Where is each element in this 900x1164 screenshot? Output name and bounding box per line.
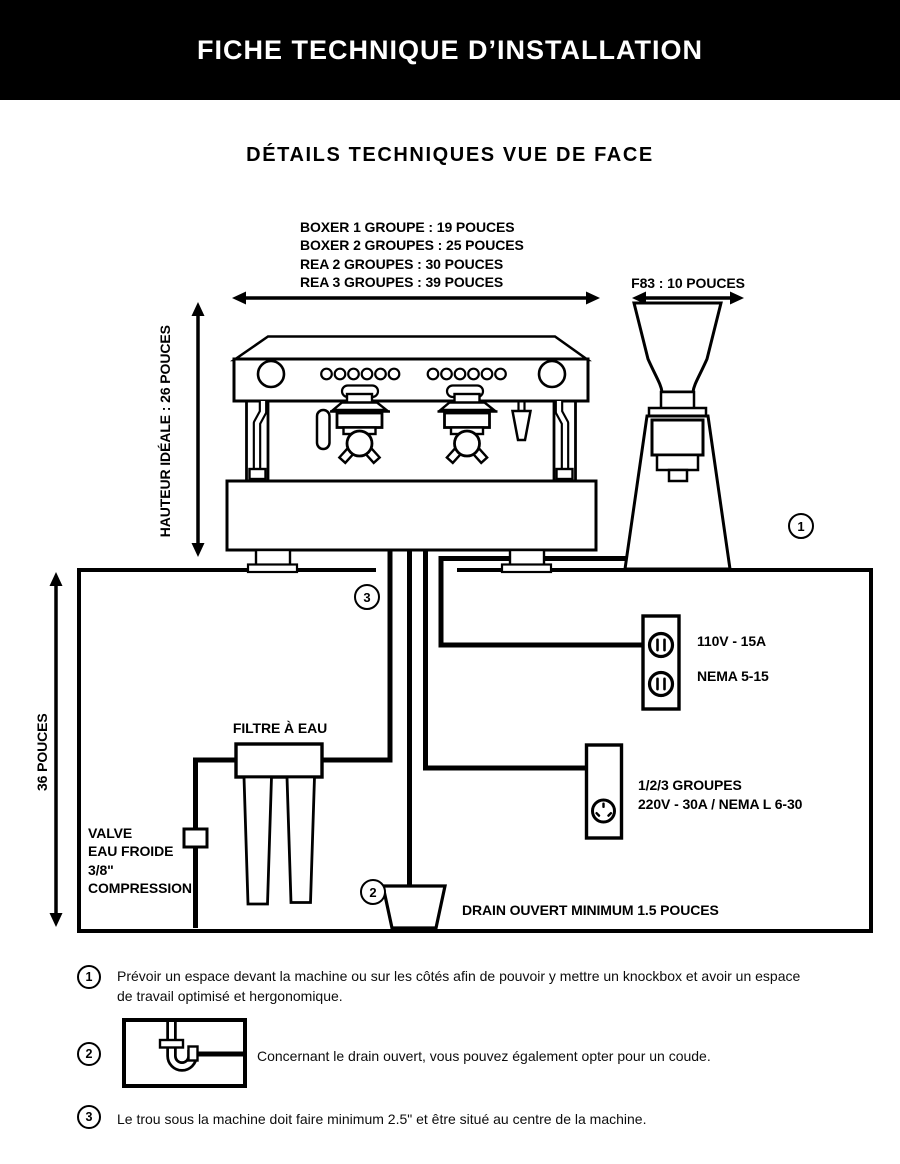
marker-2: 2: [360, 879, 386, 905]
drain-funnel: [383, 886, 445, 928]
machine-width-label: BOXER 1 GROUPE : 19 POUCES: [300, 219, 515, 235]
ideal-height-label: HAUTEUR IDÉALE : 26 POUCES: [156, 325, 173, 538]
ptrap-drawing: [124, 1020, 245, 1086]
grinder-neck: [661, 392, 694, 409]
note-2-marker: 2: [77, 1042, 101, 1066]
machine-width-labels: [300, 218, 524, 292]
receptacle-top-icon: [650, 634, 673, 657]
machine-width-label: REA 2 GROUPES : 30 POUCES: [300, 255, 504, 272]
grinder-spout: [669, 470, 687, 481]
group-head-1: [330, 394, 390, 463]
steam-wand-right: [557, 401, 573, 479]
counter-height-arrow: [50, 572, 63, 927]
water-filter-label: FILTRE À EAU: [232, 720, 328, 736]
machine-width-arrow: [232, 292, 600, 305]
note-3-marker: 3: [77, 1105, 101, 1129]
note-1-marker: 1: [77, 965, 101, 989]
ideal-height-arrow: [192, 302, 205, 557]
water-filter-drawing: [236, 744, 322, 904]
machine-width-label: BOXER 2 GROUPES : 25 POUCES: [300, 237, 524, 254]
section-title: DÉTAILS TECHNIQUES VUE DE FACE: [246, 144, 654, 166]
note-3-text: Le trou sous la machine doit faire minimum 2.5" et être situé au centre de la machine.: [117, 1111, 647, 1127]
espresso-machine-drawing: [227, 337, 596, 573]
machine-front-panel: [234, 359, 588, 401]
marker-1: 1: [788, 513, 814, 539]
grinder-drawing: [625, 303, 730, 569]
marker-3: 3: [354, 584, 380, 610]
group-head-2: [438, 394, 498, 463]
filter-cartridge-left: [244, 777, 272, 904]
filter-cartridge-right: [287, 777, 315, 903]
grinder-width-label: F83 : 10 POUCES: [631, 275, 745, 291]
page-title: FICHE TECHNIQUE D’INSTALLATION: [197, 34, 703, 65]
grinder-hopper: [634, 303, 721, 392]
steam-wand-left: [250, 401, 266, 479]
counter-height-label: 36 POUCES: [33, 713, 50, 792]
lever-pill: [317, 410, 330, 449]
drain-label: DRAIN OUVERT MINIMUM 1.5 POUCES: [462, 902, 719, 918]
dial-right-icon: [539, 361, 565, 387]
machine-base: [227, 481, 596, 550]
outlet-110v-label-volts: 110V - 15A: [697, 633, 767, 649]
valve-label: VALVE EAU FROIDE 3/8" COMPRESSION: [88, 825, 192, 897]
grinder-doser: [657, 455, 698, 470]
outlet-110v-drawing: [643, 616, 679, 709]
grinder-display: [652, 420, 703, 455]
hot-water-spout: [513, 401, 531, 440]
outlet-220v-drawing: [587, 745, 622, 838]
note-1-text: Prévoir un espace devant la machine ou sur les côtés afin de pouvoir y mettre un knockbox et avoir un espace de travail optimisé et hergonomique.: [117, 968, 801, 1004]
filter-head: [236, 744, 322, 777]
outlet-220v-label: 1/2/3 GROUPES 220V - 30A / NEMA L 6-30: [638, 777, 803, 812]
outlet-110v-label-nema: NEMA 5-15: [697, 668, 769, 684]
receptacle-bottom-icon: [650, 673, 673, 696]
machine-width-label: REA 3 GROUPES : 39 POUCES: [300, 274, 504, 291]
machine-top-panel: [234, 337, 588, 361]
note-2-text: Concernant le drain ouvert, vous pouvez également opter pour un coude.: [257, 1048, 711, 1064]
dial-left-icon: [258, 361, 284, 387]
